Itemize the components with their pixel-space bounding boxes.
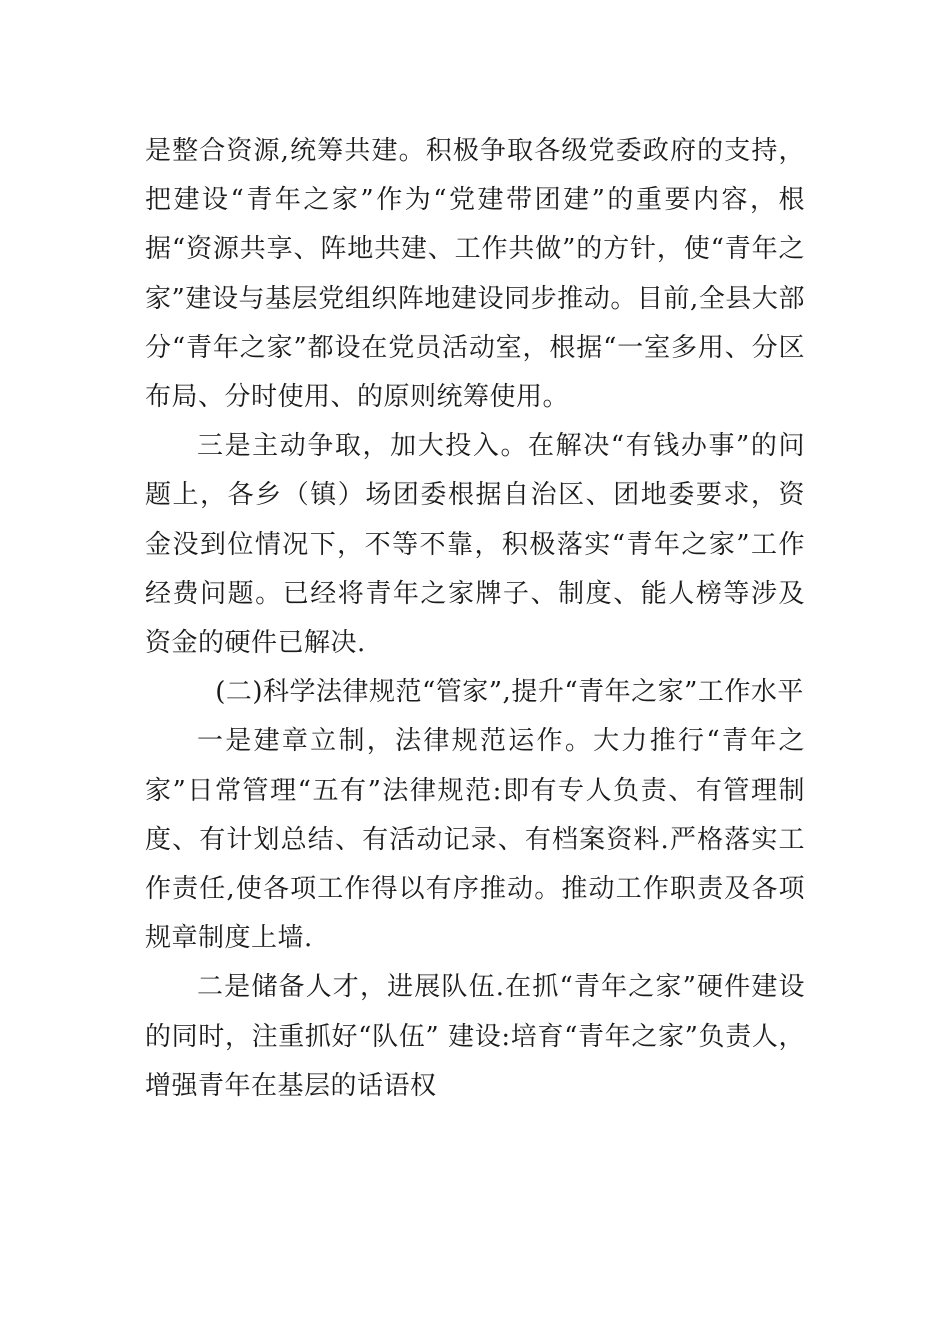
paragraph-investment: 三是主动争取，加大投入。在解决“有钱办事”的问题上，各乡（镇）场团委根据自治区、团地委要求，资金没到位情况下，不等不靠，积极落实“青年之家”工作经费问题。已经将青年之家牌子、制度、能人榜等涉及资金的硬件已解决. bbox=[145, 431, 805, 659]
paragraph-continuation: 是整合资源,统筹共建。积极争取各级党委政府的支持，把建设“青年之家”作为“党建带团建”的重要内容，根据“资源共享、阵地共建、工作共做”的方针，使“青年之家”建设与基层党组织阵地建设同步推动。目前,全县大部分“青年之家”都设在党员活动室，根据“一室多用、分区布局、分时使用、的原则统筹使用。 bbox=[145, 136, 805, 413]
document-page bbox=[145, 127, 805, 1111]
paragraph-regulations: 一是建章立制，法律规范运作。大力推行“青年之家”日常管理“五有”法律规范:即有专人负责、有管理制度、有计划总结、有活动记录、有档案资料.严格落实工作责任,使各项工作得以有序推动。推动工作职责及各项规章制度上墙. bbox=[145, 726, 805, 954]
section-heading: (二)科学法律规范“管家”,提升“青年之家”工作水平 bbox=[215, 677, 804, 708]
paragraph-talent: 二是储备人才，进展队伍.在抓“青年之家”硬件建设的同时，注重抓好“队伍” 建设:培育“青年之家”负责人，增强青年在基层的话语权 bbox=[145, 972, 805, 1101]
